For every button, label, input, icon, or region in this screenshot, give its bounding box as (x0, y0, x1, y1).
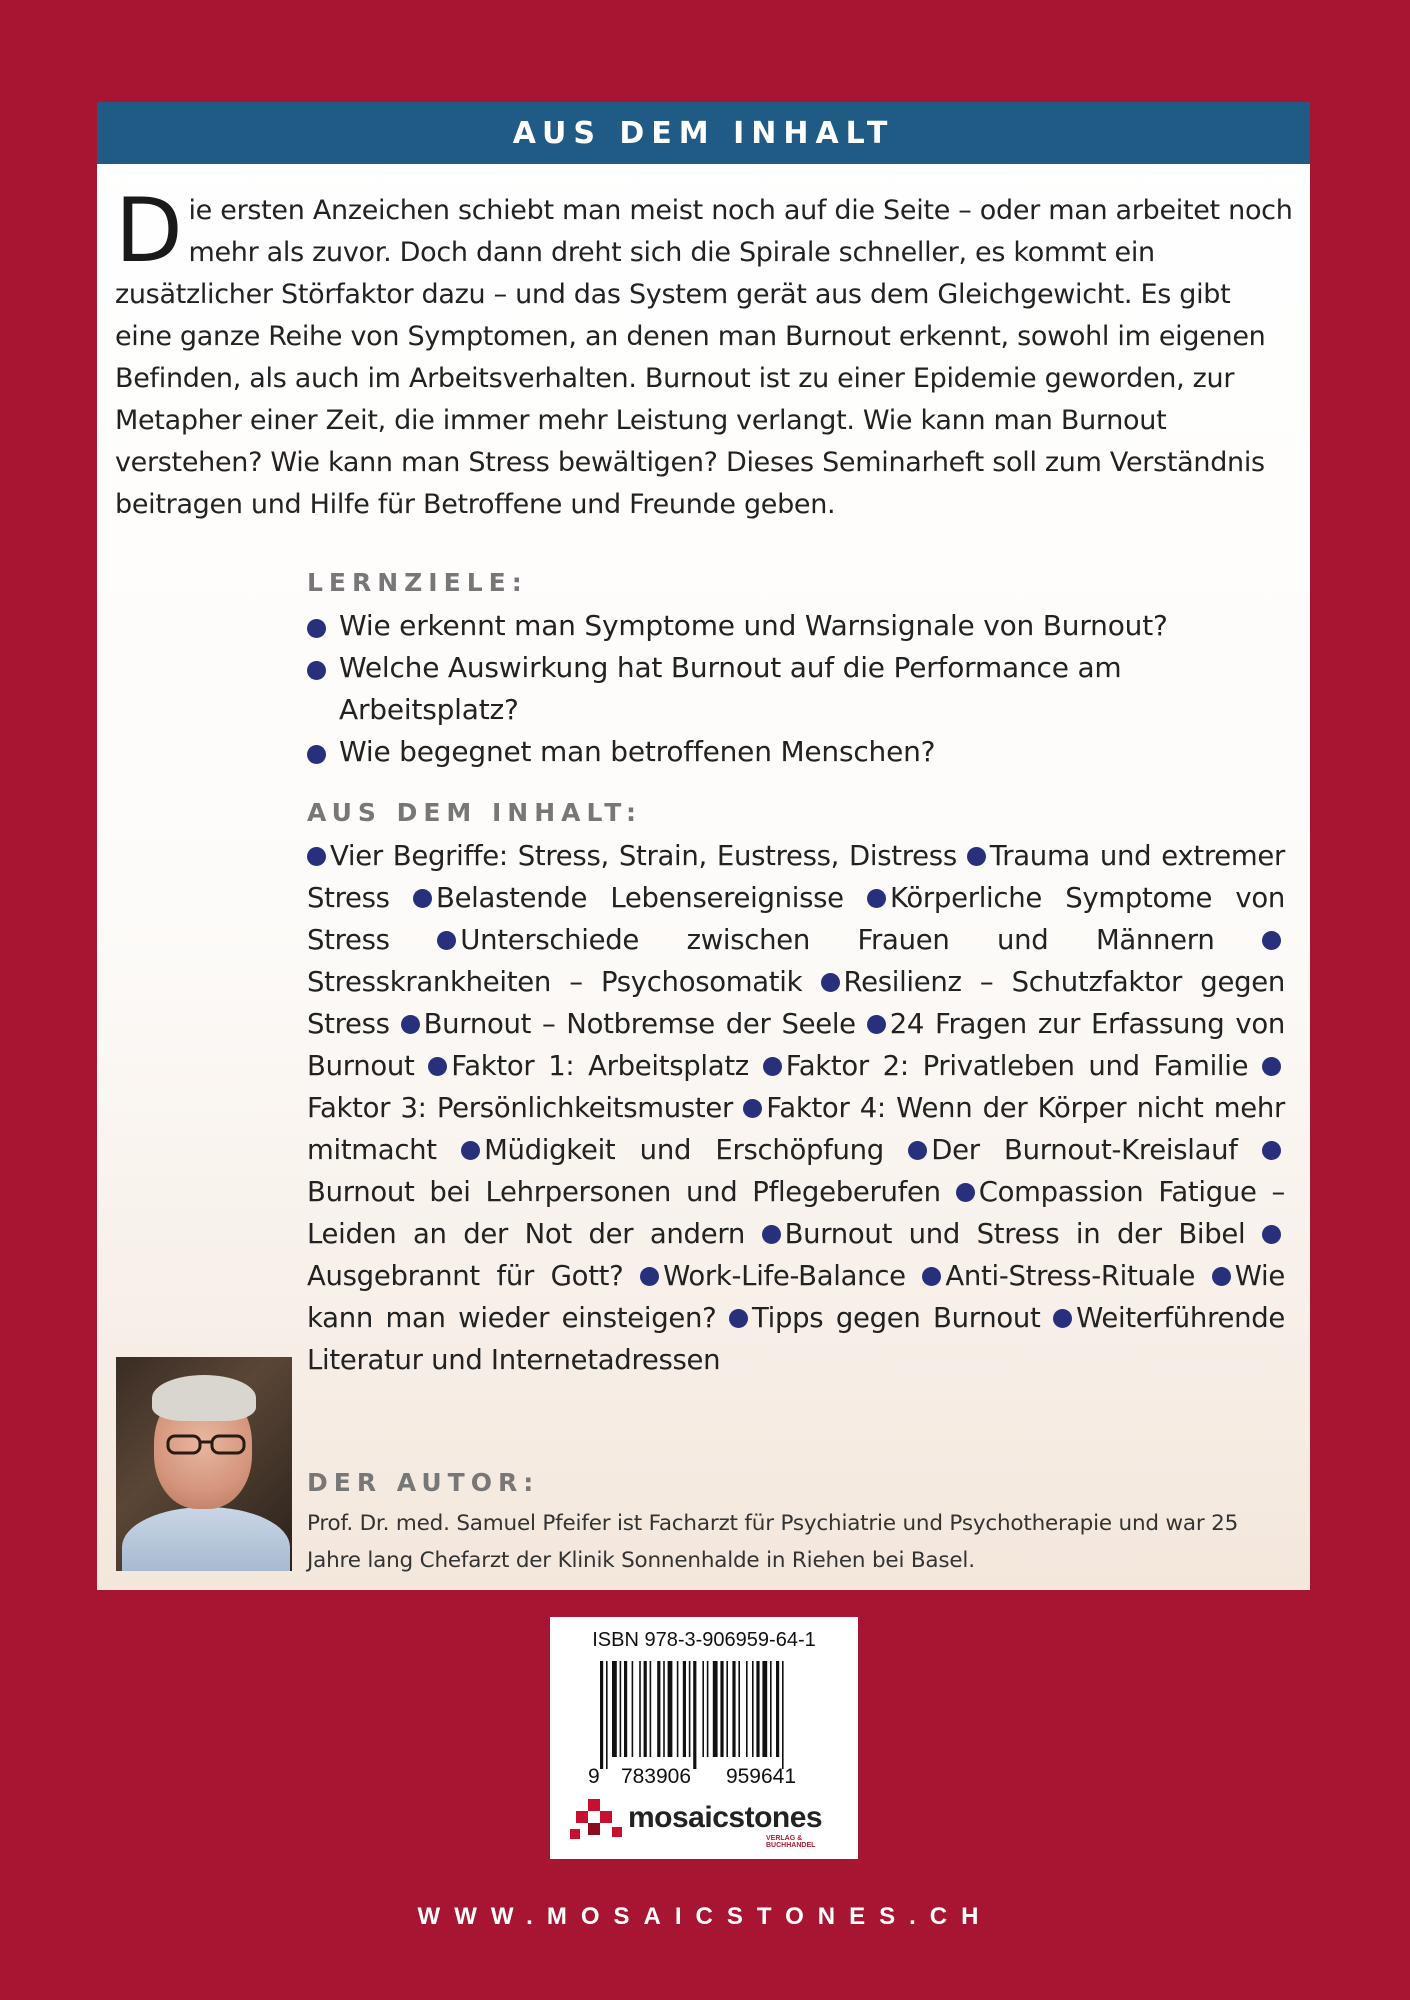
contents-label: AUS DEM INHALT: (307, 798, 642, 827)
bullet-icon (437, 931, 456, 950)
content-panel (97, 102, 1310, 1590)
author-bio: Prof. Dr. med. Samuel Pfeifer ist Facharzt für Psychiatrie und Psychotherapie und war 25 Jahre lang Chefarzt der Klinik Sonnenhalde in Riehen bei Basel. (307, 1511, 1239, 1573)
mosaic-logo-icon (570, 1799, 624, 1843)
goals-list (305, 605, 1285, 773)
goals-label: LERNZIELE: (307, 568, 528, 597)
barcode-digits-left: 783906 (620, 1765, 692, 1787)
goal-item: Wie begegnet man betroffenen Menschen? (305, 731, 1285, 773)
bullet-icon (867, 889, 886, 908)
goal-item: Welche Auswirkung hat Burnout auf die Performance am Arbeitsplatz? (305, 647, 1285, 731)
contents-item: Ausgebrannt für Gott? (307, 1260, 624, 1292)
barcode-bar (752, 1661, 754, 1757)
contents-item: Müdigkeit und Erschöpfung (484, 1134, 884, 1166)
barcode-bar (639, 1661, 641, 1757)
contents-item: Der Burnout-Kreislauf (931, 1134, 1238, 1166)
dropcap: D (115, 179, 183, 282)
bullet-icon (401, 1015, 420, 1034)
contents-item: Faktor 4: Wenn der Körper nicht mehr mitmacht (307, 1092, 1285, 1166)
bullet-icon (967, 847, 986, 866)
contents-item: 24 Fragen zur Erfassung von Burnout (307, 1008, 1285, 1082)
bullet-icon (763, 1057, 782, 1076)
publisher-name: mosaicstones (628, 1801, 823, 1834)
contents-list (307, 835, 1285, 1381)
contents-item: Work-Life-Balance (663, 1260, 906, 1292)
bullet-icon (1262, 1057, 1281, 1076)
glasses-icon (166, 1433, 246, 1455)
barcode-bar (657, 1661, 660, 1757)
barcode-bar (720, 1661, 723, 1757)
barcode-bar (746, 1661, 748, 1757)
barcode-bar (668, 1661, 673, 1757)
contents-item: Burnout und Stress in der Bibel (784, 1218, 1246, 1250)
barcode-bar (782, 1661, 784, 1769)
goal-item: Wie erkennt man Symptome und Warnsignale von Burnout? (305, 605, 1285, 647)
bullet-icon (908, 1141, 927, 1160)
barcode-bar (677, 1661, 679, 1757)
barcode-bar (683, 1661, 686, 1757)
barcode-digit-first: 9 (588, 1765, 600, 1787)
barcode-bar (732, 1661, 735, 1757)
barcode-bar (738, 1661, 740, 1757)
contents-item: Faktor 2: Privatleben und Familie (785, 1050, 1249, 1082)
author-photo (116, 1357, 292, 1571)
contents-item: Weiterführende Literatur und Internetadressen (307, 1302, 1285, 1376)
barcode-bar (632, 1661, 634, 1757)
contents-item: Körperliche Symptome von Stress (307, 882, 1286, 956)
bullet-icon (307, 847, 326, 866)
bullet-icon (307, 745, 326, 764)
contents-item: Burnout – Notbremse der Seele (423, 1008, 856, 1040)
barcode-bar (770, 1661, 772, 1757)
barcode-bar (624, 1661, 627, 1757)
contents-item: Wie kann man wieder einsteigen? (307, 1260, 1285, 1334)
barcode (586, 1661, 826, 1787)
bullet-icon (1262, 931, 1281, 950)
bullet-icon (743, 1099, 762, 1118)
bullet-icon (821, 973, 840, 992)
isbn-label: ISBN 978-3-906959-64-1 (592, 1629, 816, 1651)
barcode-bar (702, 1661, 704, 1757)
contents-item: Tipps gegen Burnout (751, 1302, 1041, 1334)
contents-item: Compassion Fatigue – Leiden an der Not der andern (307, 1176, 1285, 1250)
publisher-logo (570, 1799, 840, 1849)
intro-text: ie ersten Anzeichen schiebt man meist noch auf die Seite – oder man arbeitet noch mehr als zuvor. Doch dann dreht sich die Spirale schneller, es kommt ein zusätzlicher Störfaktor dazu – und das System gerät aus dem Gleichgewicht. Es gibt eine ganze Reihe von Symptomen, an denen man Burnout erkennt, sowohl im eigenen Befinden, als auch im Arbeitsverhalten. Burnout ist zu einer Epidemie geworden, zur Metapher einer Zeit, die immer mehr Leistung verlangt. Wie kann man Burnout verstehen? Wie kann man Stress bewältigen? Dieses Seminarheft soll zum Verständnis beitragen und Hilfe für Betroffene und Freunde geben. (115, 195, 1293, 520)
barcode-bar (600, 1661, 603, 1769)
contents-item: Anti-Stress-Rituale (945, 1260, 1196, 1292)
contents-item: Burnout bei Lehrpersonen und Pflegeberufen (307, 1176, 941, 1208)
contents-item: Stresskrankheiten – Psychosomatik (307, 966, 803, 998)
barcode-bar (713, 1661, 718, 1757)
bullet-icon (307, 619, 326, 638)
barcode-bar (689, 1661, 691, 1757)
contents-item: Unterschiede zwischen Frauen und Männern (460, 924, 1215, 956)
barcode-bar (644, 1661, 647, 1757)
bullet-icon (1212, 1267, 1231, 1286)
bullet-icon (307, 661, 326, 680)
contents-item: Vier Begriffe: Stress, Strain, Eustress, Distress (330, 840, 957, 872)
bullet-icon (762, 1225, 781, 1244)
barcode-bar (776, 1661, 779, 1757)
section-header (97, 102, 1310, 164)
barcode-digits-right: 959641 (725, 1765, 797, 1787)
bullet-icon (1262, 1141, 1281, 1160)
contents-item: Trauma und extremer Stress (307, 840, 1285, 914)
barcode-bar (606, 1661, 608, 1769)
bullet-icon (428, 1057, 447, 1076)
contents-item: Belastende Lebensereignisse (436, 882, 844, 914)
bullet-icon (1262, 1225, 1281, 1244)
bullet-icon (867, 1015, 886, 1034)
bullet-icon (729, 1309, 748, 1328)
author-label: DER AUTOR: (307, 1468, 540, 1497)
bullet-icon (922, 1267, 941, 1286)
bullet-icon (413, 889, 432, 908)
bullet-icon (956, 1183, 975, 1202)
isbn-box (550, 1617, 858, 1859)
bullet-icon (1053, 1309, 1072, 1328)
barcode-bar (707, 1661, 709, 1757)
barcode-bar (650, 1661, 652, 1757)
barcode-bar (726, 1661, 728, 1757)
bullet-icon (640, 1267, 659, 1286)
barcode-bar (663, 1661, 665, 1757)
barcode-bar (762, 1661, 767, 1757)
barcode-bar (693, 1661, 696, 1769)
intro-paragraph (115, 179, 1293, 526)
barcode-bar (612, 1661, 617, 1757)
publisher-sub: VERLAG & BUCHHANDEL (766, 1835, 816, 1849)
contents-item: Faktor 1: Arbeitsplatz (451, 1050, 749, 1082)
contents-item: Faktor 3: Persönlichkeitsmuster (307, 1092, 733, 1124)
website-url[interactable]: WWW.MOSAICSTONES.CH (417, 1903, 993, 1930)
barcode-bar (620, 1661, 622, 1757)
contents-item: Resilienz – Schutzfaktor gegen Stress (307, 966, 1285, 1040)
bullet-icon (461, 1141, 480, 1160)
barcode-bar (756, 1661, 759, 1757)
header-title: AUS DEM INHALT (512, 115, 895, 151)
